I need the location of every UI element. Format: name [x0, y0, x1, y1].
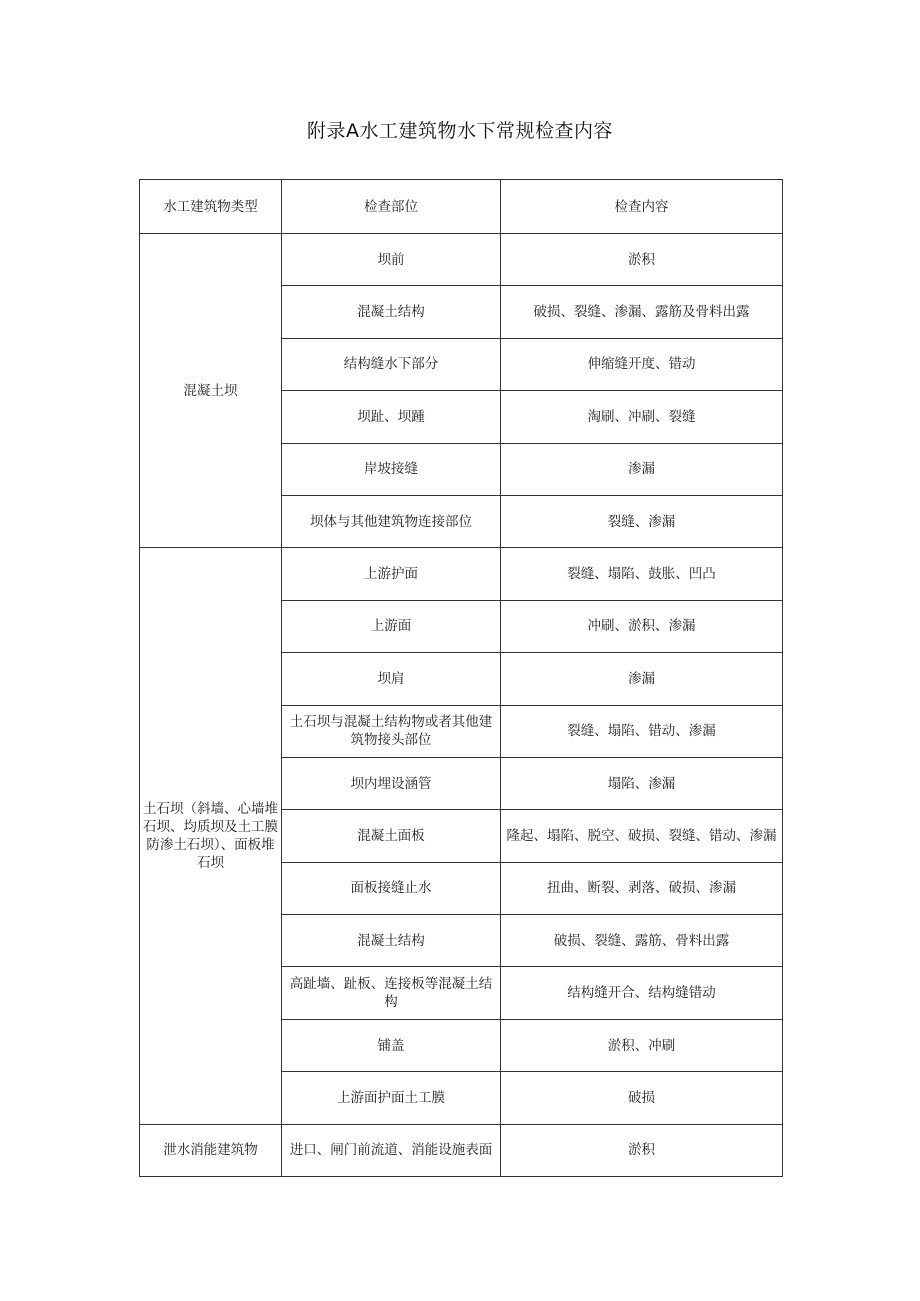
inspection-part-cell: 进口、闸门前流道、消能设施表面 [282, 1124, 501, 1176]
inspection-content-cell: 裂缝、塌陷、错动、渗漏 [501, 705, 783, 757]
inspection-content-cell: 结构缝开合、结构缝错动 [501, 967, 783, 1019]
building-type-cell: 土石坝（斜墙、心墙堆石坝、均质坝及土工膜防渗土石坝）、面板堆石坝 [140, 548, 282, 1124]
inspection-content-cell: 伸缩缝开度、错动 [501, 338, 783, 390]
inspection-part-cell: 土石坝与混凝土结构物或者其他建筑物接头部位 [282, 705, 501, 757]
inspection-part-cell: 高趾墙、趾板、连接板等混凝土结构 [282, 967, 501, 1019]
inspection-content-cell: 破损、裂缝、露筋、骨料出露 [501, 915, 783, 967]
inspection-content-cell: 破损、裂缝、渗漏、露筋及骨料出露 [501, 286, 783, 338]
inspection-part-cell: 混凝土结构 [282, 286, 501, 338]
inspection-part-cell: 坝内埋设涵管 [282, 757, 501, 809]
table-row [140, 234, 783, 286]
building-type-cell: 泄水消能建筑物 [140, 1124, 282, 1176]
header-building-type: 水工建筑物类型 [140, 180, 282, 234]
inspection-content-cell: 扭曲、断裂、剥落、破损、渗漏 [501, 862, 783, 914]
inspection-part-cell: 混凝土结构 [282, 915, 501, 967]
inspection-part-cell: 坝肩 [282, 653, 501, 705]
inspection-table [139, 179, 783, 1177]
table-header-row [140, 180, 783, 234]
inspection-content-cell: 破损 [501, 1072, 783, 1124]
inspection-part-cell: 结构缝水下部分 [282, 338, 501, 390]
inspection-part-cell: 铺盖 [282, 1019, 501, 1071]
inspection-part-cell: 岸坡接缝 [282, 443, 501, 495]
inspection-content-cell: 隆起、塌陷、脱空、破损、裂缝、错动、渗漏 [501, 810, 783, 862]
inspection-content-cell: 渗漏 [501, 443, 783, 495]
inspection-content-cell: 渗漏 [501, 653, 783, 705]
page-title: 附录A水工建筑物水下常规检查内容 [307, 120, 613, 142]
inspection-content-cell: 淘刷、冲刷、裂缝 [501, 391, 783, 443]
table-row [140, 548, 783, 600]
inspection-part-cell: 面板接缝止水 [282, 862, 501, 914]
inspection-part-cell: 上游面护面土工膜 [282, 1072, 501, 1124]
inspection-part-cell: 坝趾、坝踵 [282, 391, 501, 443]
inspection-content-cell: 淤积 [501, 1124, 783, 1176]
inspection-part-cell: 坝前 [282, 234, 501, 286]
inspection-part-cell: 上游面 [282, 600, 501, 652]
inspection-content-cell: 裂缝、渗漏 [501, 495, 783, 547]
table-row [140, 1124, 783, 1176]
inspection-part-cell: 混凝土面板 [282, 810, 501, 862]
inspection-content-cell: 塌陷、渗漏 [501, 757, 783, 809]
header-inspection-part: 检查部位 [282, 180, 501, 234]
inspection-content-cell: 淤积、冲刷 [501, 1019, 783, 1071]
inspection-content-cell: 淤积 [501, 234, 783, 286]
inspection-content-cell: 裂缝、塌陷、鼓胀、凹凸 [501, 548, 783, 600]
header-inspection-content: 检查内容 [501, 180, 783, 234]
building-type-cell: 混凝土坝 [140, 234, 282, 548]
inspection-part-cell: 坝体与其他建筑物连接部位 [282, 495, 501, 547]
inspection-part-cell: 上游护面 [282, 548, 501, 600]
inspection-content-cell: 冲刷、淤积、渗漏 [501, 600, 783, 652]
